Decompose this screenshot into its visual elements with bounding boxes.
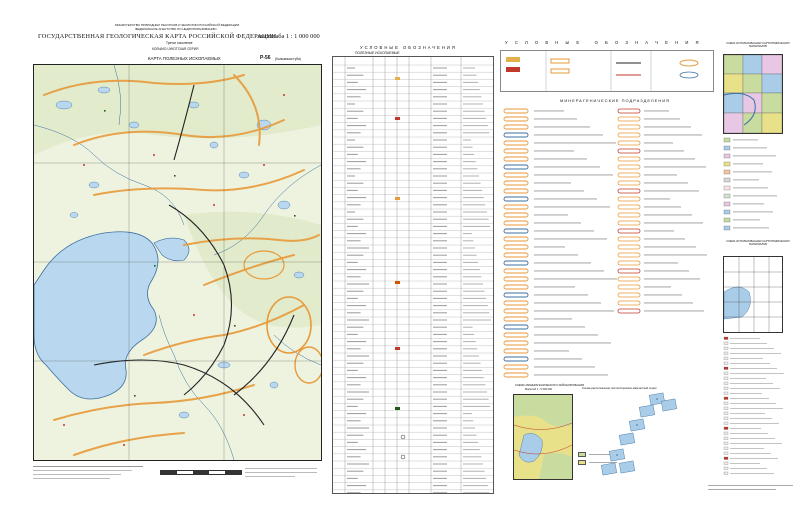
scale-label: масштаба 1 : 1 000 000 [258, 33, 320, 40]
legend-top-boxes [500, 50, 714, 92]
credits-block [245, 465, 317, 485]
main-map[interactable] [33, 64, 322, 461]
study-scheme-title-2: СХЕМА ИСПОЛЬЗОВАННЫХ КАРТОГРАФИЧЕСКИХ МАТЕРИАЛОВ [726, 240, 790, 246]
sheet-number: P-56 [260, 55, 271, 61]
minerageny-title: МИНЕРАГЕНИЧЕСКИЕ ПОДРАЗДЕЛЕНИЯ [560, 98, 671, 103]
series-label: КОЛЫМО-ЧУКОТСКАЯ СЕРИЯ [152, 47, 199, 51]
legend-header-center: У С Л О В Н Ы Е О Б О З Н А Ч Е Н И Я [505, 40, 702, 45]
sheet-title: ГОСУДАРСТВЕННАЯ ГЕОЛОГИЧЕСКАЯ КАРТА РОССИЙСКОЙ ФЕДЕРАЦИИ [38, 33, 277, 40]
edition-label: Третье поколение [166, 41, 193, 45]
minerageny-list [500, 105, 715, 380]
sheet-layout-title: Схема расположения листов Корякско-Камчатской серии [582, 386, 657, 390]
map-footnote-block [33, 463, 143, 489]
study-scheme-legend-2 [723, 335, 788, 480]
mineral-legend-table [332, 56, 494, 494]
study-scheme-map-2[interactable] [723, 256, 783, 333]
sheet-layout-scheme[interactable] [590, 392, 690, 487]
org-line-1: МИНИСТЕРСТВО ПРИРОДНЫХ РЕСУРСОВ И ЭКОЛОГИИ РОССИЙСКОЙ ФЕДЕРАЦИИ [115, 23, 240, 27]
legend-table-title: ПОЛЕЗНЫЕ ИСКОПАЕМЫЕ [355, 51, 400, 55]
sheet-footer-text [708, 482, 793, 494]
study-scheme-map[interactable] [723, 54, 783, 134]
map-canvas [34, 65, 321, 460]
zoning-inset-scale: Масштаб 1 : 5 000 000 [525, 388, 552, 391]
org-line-2: ФЕДЕРАЛЬНОЕ АГЕНТСТВО ПО НЕДРОПОЛЬЗОВАНИЮ [135, 27, 217, 31]
zoning-inset-title: СХЕМА МИНЕРАГЕНИЧЕСКОГО РАЙОНИРОВАНИЯ [515, 383, 585, 387]
study-scheme-legend [723, 136, 783, 236]
legend-title: УСЛОВНЫЕ ОБОЗНАЧЕНИЯ [360, 45, 457, 50]
scale-bar [160, 470, 242, 475]
sheet-name: (Колымская губа) [275, 57, 301, 61]
zoning-inset-map[interactable] [513, 394, 573, 480]
study-scheme-title: СХЕМА ИСПОЛЬЗОВАННЫХ КАРТОГРАФИЧЕСКИХ МАТЕРИАЛОВ [726, 42, 790, 48]
map-title: КАРТА ПОЛЕЗНЫХ ИСКОПАЕМЫХ [148, 56, 221, 61]
